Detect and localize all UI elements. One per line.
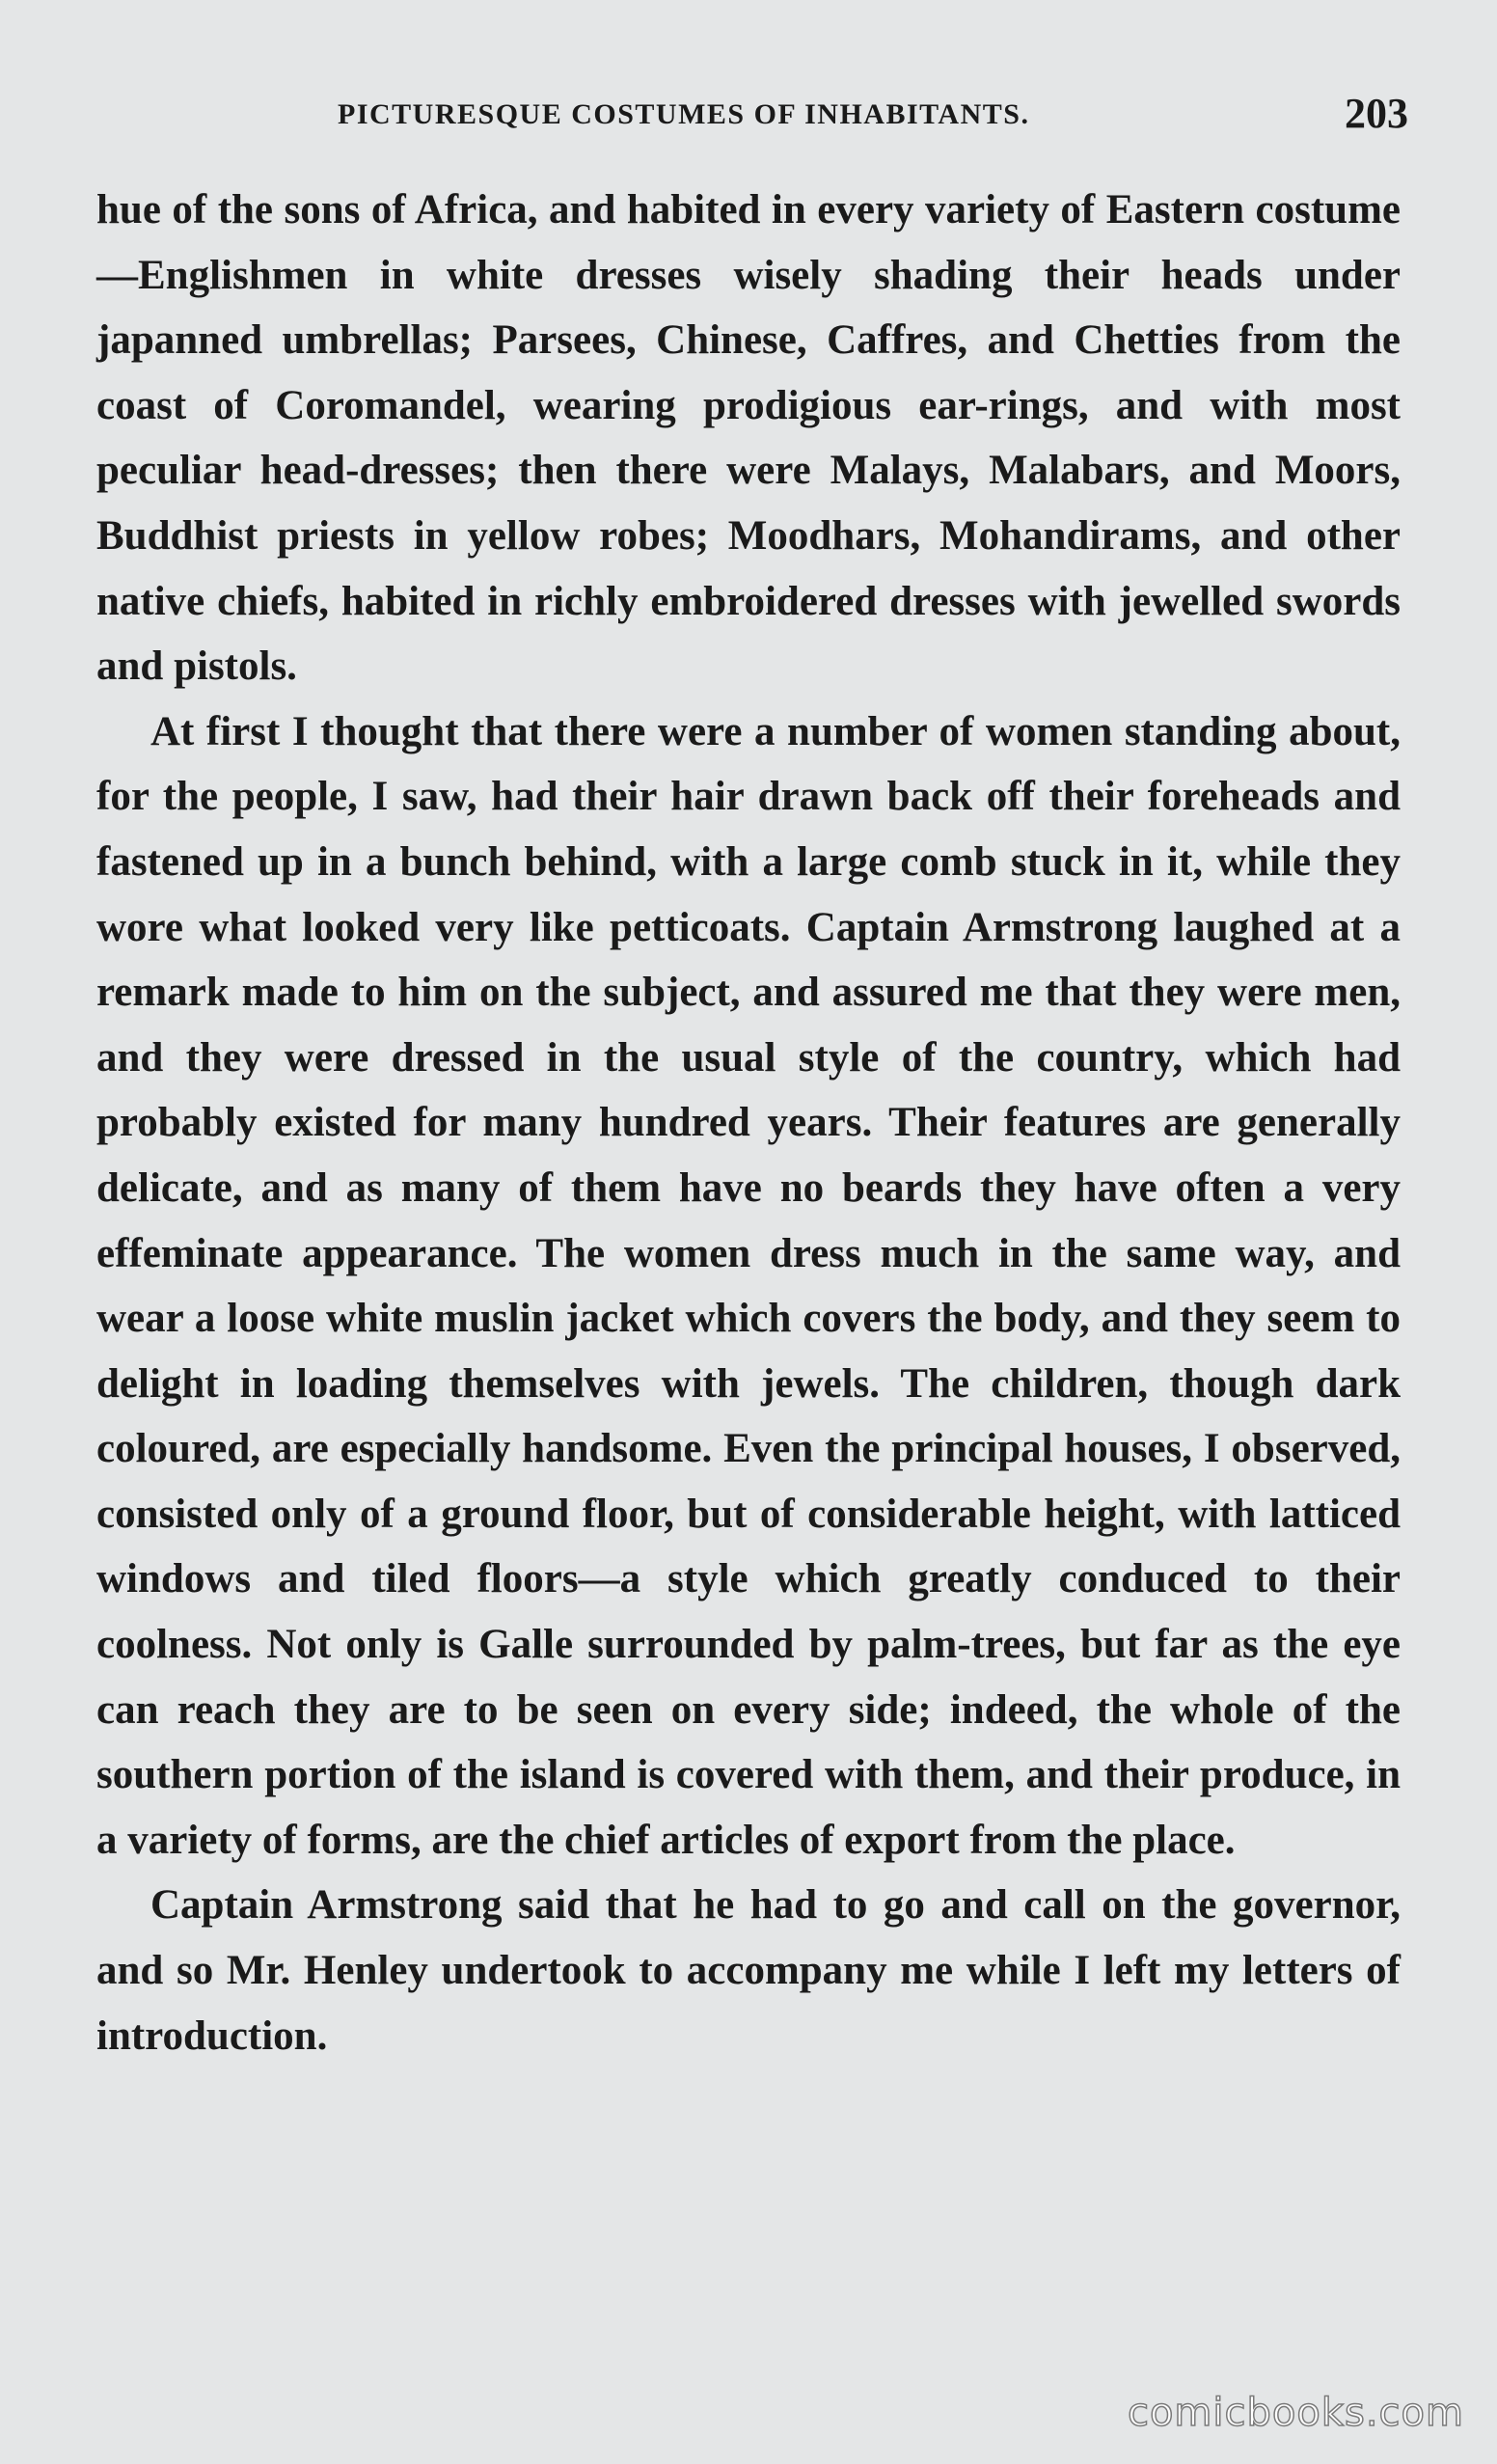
watermark: comicbooks.com [1127, 2391, 1464, 2435]
paragraph: At first I thought that there were a number of women standing about, for the people, I saw, had their hair drawn back off their foreheads and fastened up in a bunch behind, with a large comb stuck in it, while they wore what looked very like petticoats. Captain Armstrong laughed at a remark made to him on the subject, and assured me that they were men, and they were dressed in the usual style of the country, which had probably existed for many hundred years. Their features are generally delicate, and as many of them have no beards they have often a very effeminate appearance. The women dress much in the same way, and wear a loose white muslin jacket which covers the body, and they seem to delight in loading themselves with jewels. The children, though dark coloured, are especially handsome. Even the principal houses, I observed, consisted only of a ground floor, but of considerable height, with latticed windows and tiled floors—a style which greatly conduced to their coolness. Not only is Galle surrounded by palm-trees, but far as the eye can reach they are to be seen on every side; indeed, the whole of the southern portion of the island is covered with them, and their produce, in a variety of forms, are the chief articles of export from the place. [96, 708, 1401, 1863]
paragraph: hue of the sons of Africa, and habited in every variety of Eastern costume—Englishmen in white dresses wisely shading their heads under japanned umbrellas; Parsees, Chinese, Caffres, and Chetties from the coast of Coromandel, wearing prodigious ear-rings, and with most peculiar head-dresses; then there were Malays, Malabars, and Moors, Buddhist priests in yellow robes; Moodhars, Mohandirams, and other native chiefs, habited in richly embroidered dresses with jewelled swords and pistols. [96, 187, 1401, 690]
paragraph: Captain Armstrong said that he had to go and call on the governor, and so Mr. Henley undertook to accompany me while I left my letters of introduction. [96, 1882, 1401, 2059]
page-header [96, 90, 1408, 151]
running-head: PICTURESQUE COSTUMES OF INHABITANTS. [338, 98, 1030, 130]
page-number: 203 [1345, 90, 1408, 137]
body-text [96, 178, 1401, 2068]
